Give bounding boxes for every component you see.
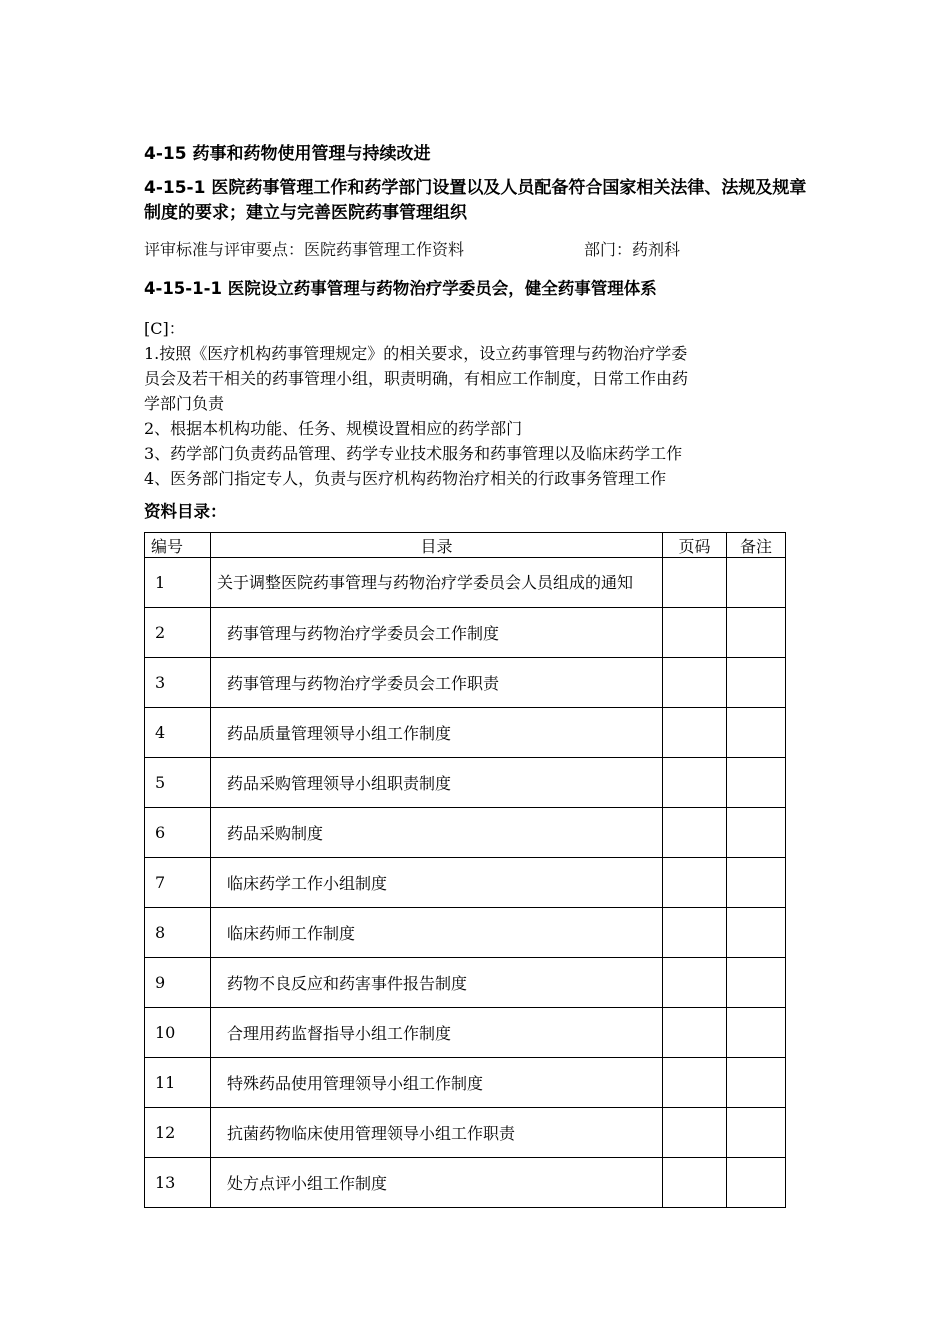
row-note xyxy=(727,708,786,758)
criteria-grade: [C]： xyxy=(144,319,185,338)
row-note xyxy=(727,1158,786,1208)
row-title: 药物不良反应和药害事件报告制度 xyxy=(211,958,663,1008)
row-page xyxy=(663,708,727,758)
table-row xyxy=(145,558,786,608)
table-row xyxy=(145,1108,786,1158)
table-row xyxy=(145,958,786,1008)
row-note xyxy=(727,1108,786,1158)
row-page xyxy=(663,858,727,908)
row-number: 10 xyxy=(145,1008,211,1058)
row-note xyxy=(727,858,786,908)
row-title: 抗菌药物临床使用管理领导小组工作职责 xyxy=(211,1108,663,1158)
row-title: 药事管理与药物治疗学委员会工作职责 xyxy=(211,658,663,708)
criteria-line: 3、药学部门负责药品管理、药学专业技术服务和药事管理以及临床药学工作 xyxy=(144,444,683,463)
row-number: 7 xyxy=(145,858,211,908)
row-number: 12 xyxy=(145,1108,211,1158)
section-title: 4-15 药事和药物使用管理与持续改进 xyxy=(144,144,431,164)
directory-table xyxy=(144,532,786,1208)
row-page xyxy=(663,1058,727,1108)
row-page xyxy=(663,608,727,658)
row-note xyxy=(727,908,786,958)
criteria-line: 2、根据本机构功能、任务、规模设置相应的药学部门 xyxy=(144,419,523,438)
row-number: 6 xyxy=(145,808,211,858)
row-title: 药事管理与药物治疗学委员会工作制度 xyxy=(211,608,663,658)
row-number: 3 xyxy=(145,658,211,708)
row-title: 特殊药品使用管理领导小组工作制度 xyxy=(211,1058,663,1108)
row-note xyxy=(727,1058,786,1108)
row-number: 4 xyxy=(145,708,211,758)
row-title: 合理用药监督指导小组工作制度 xyxy=(211,1008,663,1058)
subsection-title: 4-15-1 医院药事管理工作和药学部门设置以及人员配备符合国家相关法律、法规及规章制度的要求；建立与完善医院药事管理组织 xyxy=(144,178,807,223)
row-note xyxy=(727,1008,786,1058)
row-note xyxy=(727,808,786,858)
row-number: 11 xyxy=(145,1058,211,1108)
item-title: 4-15-1-1 医院设立药事管理与药物治疗学委员会，健全药事管理体系 xyxy=(144,279,657,298)
table-row xyxy=(145,758,786,808)
row-title: 药品采购制度 xyxy=(211,808,663,858)
criteria-block xyxy=(144,316,824,491)
row-number: 13 xyxy=(145,1158,211,1208)
criteria-line: 4、医务部门指定专人，负责与医疗机构药物治疗相关的行政事务管理工作 xyxy=(144,469,667,488)
row-number: 2 xyxy=(145,608,211,658)
criteria-line: 员会及若干相关的药事管理小组，职责明确，有相应工作制度，日常工作由药 xyxy=(144,369,689,388)
row-title: 药品质量管理领导小组工作制度 xyxy=(211,708,663,758)
header-note: 备注 xyxy=(727,533,786,558)
row-title: 处方点评小组工作制度 xyxy=(211,1158,663,1208)
row-title: 临床药师工作制度 xyxy=(211,908,663,958)
row-note xyxy=(727,658,786,708)
row-page xyxy=(663,1158,727,1208)
criteria-line: 1.按照《医疗机构药事管理规定》的相关要求，设立药事管理与药物治疗学委 xyxy=(144,344,688,363)
row-note xyxy=(727,558,786,608)
directory-label: 资料目录： xyxy=(144,502,227,521)
row-page xyxy=(663,1108,727,1158)
header-catalog: 目录 xyxy=(211,533,663,558)
table-row xyxy=(145,1158,786,1208)
table-row xyxy=(145,858,786,908)
row-note xyxy=(727,958,786,1008)
row-page xyxy=(663,658,727,708)
criteria-line: 学部门负责 xyxy=(144,394,225,413)
row-page xyxy=(663,758,727,808)
table-row xyxy=(145,1058,786,1108)
row-page xyxy=(663,808,727,858)
row-note xyxy=(727,758,786,808)
table-header-row xyxy=(145,533,786,558)
row-page xyxy=(663,1008,727,1058)
row-number: 5 xyxy=(145,758,211,808)
header-page: 页码 xyxy=(663,533,727,558)
table-row xyxy=(145,808,786,858)
row-number: 9 xyxy=(145,958,211,1008)
department-label: 部门：药剂科 xyxy=(584,240,681,259)
row-title: 关于调整医院药事管理与药物治疗学委员会人员组成的通知 xyxy=(211,558,663,608)
row-page xyxy=(663,558,727,608)
table-row xyxy=(145,658,786,708)
row-title: 药品采购管理领导小组职责制度 xyxy=(211,758,663,808)
row-page xyxy=(663,908,727,958)
table-row xyxy=(145,608,786,658)
review-label: 评审标准与评审要点：医院药事管理工作资料 xyxy=(144,240,465,259)
review-meta xyxy=(144,237,824,260)
row-note xyxy=(727,608,786,658)
row-title: 临床药学工作小组制度 xyxy=(211,858,663,908)
header-number: 编号 xyxy=(145,533,211,558)
table-row xyxy=(145,708,786,758)
row-number: 8 xyxy=(145,908,211,958)
row-number: 1 xyxy=(145,558,211,608)
table-row xyxy=(145,908,786,958)
row-page xyxy=(663,958,727,1008)
table-row xyxy=(145,1008,786,1058)
